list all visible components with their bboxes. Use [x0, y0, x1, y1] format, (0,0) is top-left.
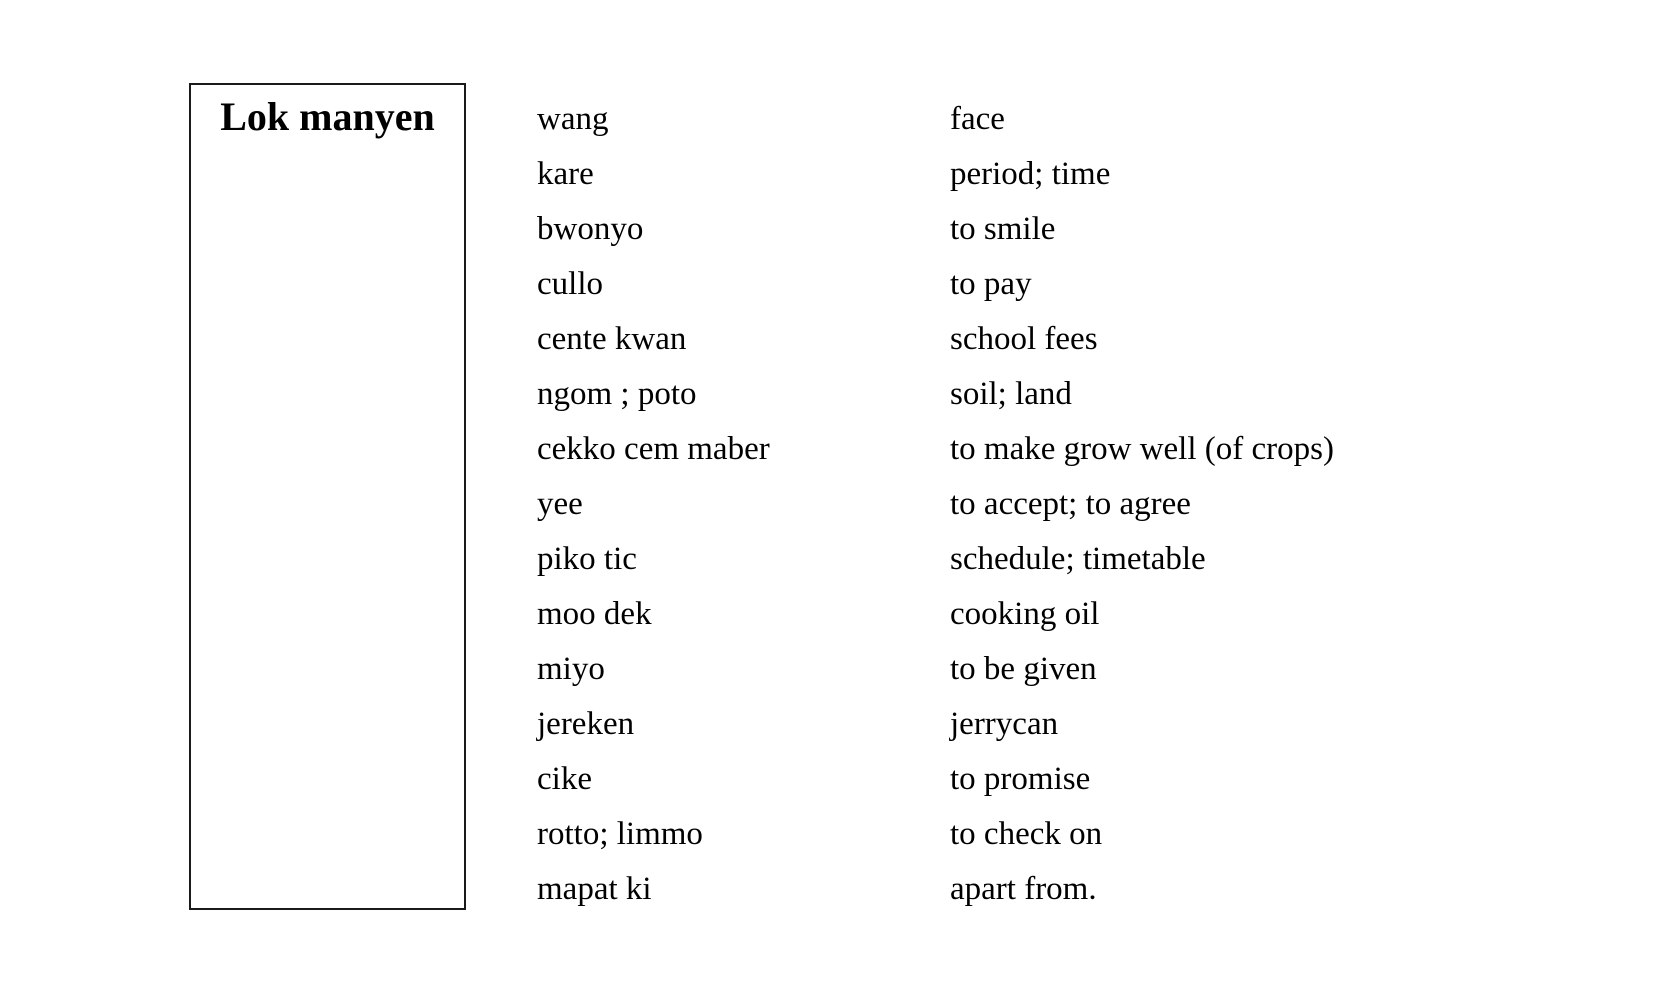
- vocab-row: [537, 869, 1437, 924]
- vocab-term: cike: [537, 761, 592, 797]
- vocab-gloss: to pay: [950, 266, 1032, 302]
- vocab-term: mapat ki: [537, 871, 652, 907]
- vocab-row: [537, 429, 1437, 484]
- vocab-term: kare: [537, 156, 594, 192]
- vocab-row: [537, 649, 1437, 704]
- vocab-gloss: apart from.: [950, 871, 1097, 907]
- vocab-gloss: schedule; timetable: [950, 541, 1206, 577]
- vocab-gloss: school fees: [950, 321, 1098, 357]
- vocab-row: [537, 319, 1437, 374]
- vocab-gloss: cooking oil: [950, 596, 1100, 632]
- vocab-row: [537, 484, 1437, 539]
- vocab-row: [537, 209, 1437, 264]
- vocab-term: bwonyo: [537, 211, 644, 247]
- vocab-gloss: to make grow well (of crops): [950, 431, 1334, 467]
- vocab-row: [537, 264, 1437, 319]
- vocab-gloss: period; time: [950, 156, 1111, 192]
- vocab-row: [537, 704, 1437, 759]
- vocab-term: wang: [537, 101, 609, 137]
- vocab-gloss: jerrycan: [950, 706, 1059, 742]
- vocab-term: ngom ; poto: [537, 376, 697, 412]
- vocab-term: miyo: [537, 651, 605, 687]
- vocab-term: cekko cem maber: [537, 431, 770, 467]
- vocab-term: piko tic: [537, 541, 637, 577]
- vocab-row: [537, 759, 1437, 814]
- vocab-term: cente kwan: [537, 321, 687, 357]
- vocab-gloss: face: [950, 101, 1005, 137]
- vocab-term: rotto; limmo: [537, 816, 703, 852]
- vocab-row: [537, 374, 1437, 429]
- vocab-row: [537, 539, 1437, 594]
- vocab-row: [537, 814, 1437, 869]
- vocab-gloss: to smile: [950, 211, 1056, 247]
- vocab-row: [537, 99, 1437, 154]
- vocab-row: [537, 594, 1437, 649]
- page-title: Lok manyen: [220, 94, 435, 139]
- vocab-term: jereken: [537, 706, 635, 742]
- vocab-gloss: soil; land: [950, 376, 1072, 412]
- vocab-gloss: to check on: [950, 816, 1103, 852]
- vocab-gloss: to promise: [950, 761, 1091, 797]
- vocab-term: cullo: [537, 266, 603, 302]
- vocab-term: yee: [537, 486, 583, 522]
- vocabulary-list: [537, 99, 1437, 924]
- vocab-gloss: to accept; to agree: [950, 486, 1191, 522]
- heading-box: [189, 83, 466, 910]
- vocab-term: moo dek: [537, 596, 652, 632]
- vocab-gloss: to be given: [950, 651, 1097, 687]
- vocab-row: [537, 154, 1437, 209]
